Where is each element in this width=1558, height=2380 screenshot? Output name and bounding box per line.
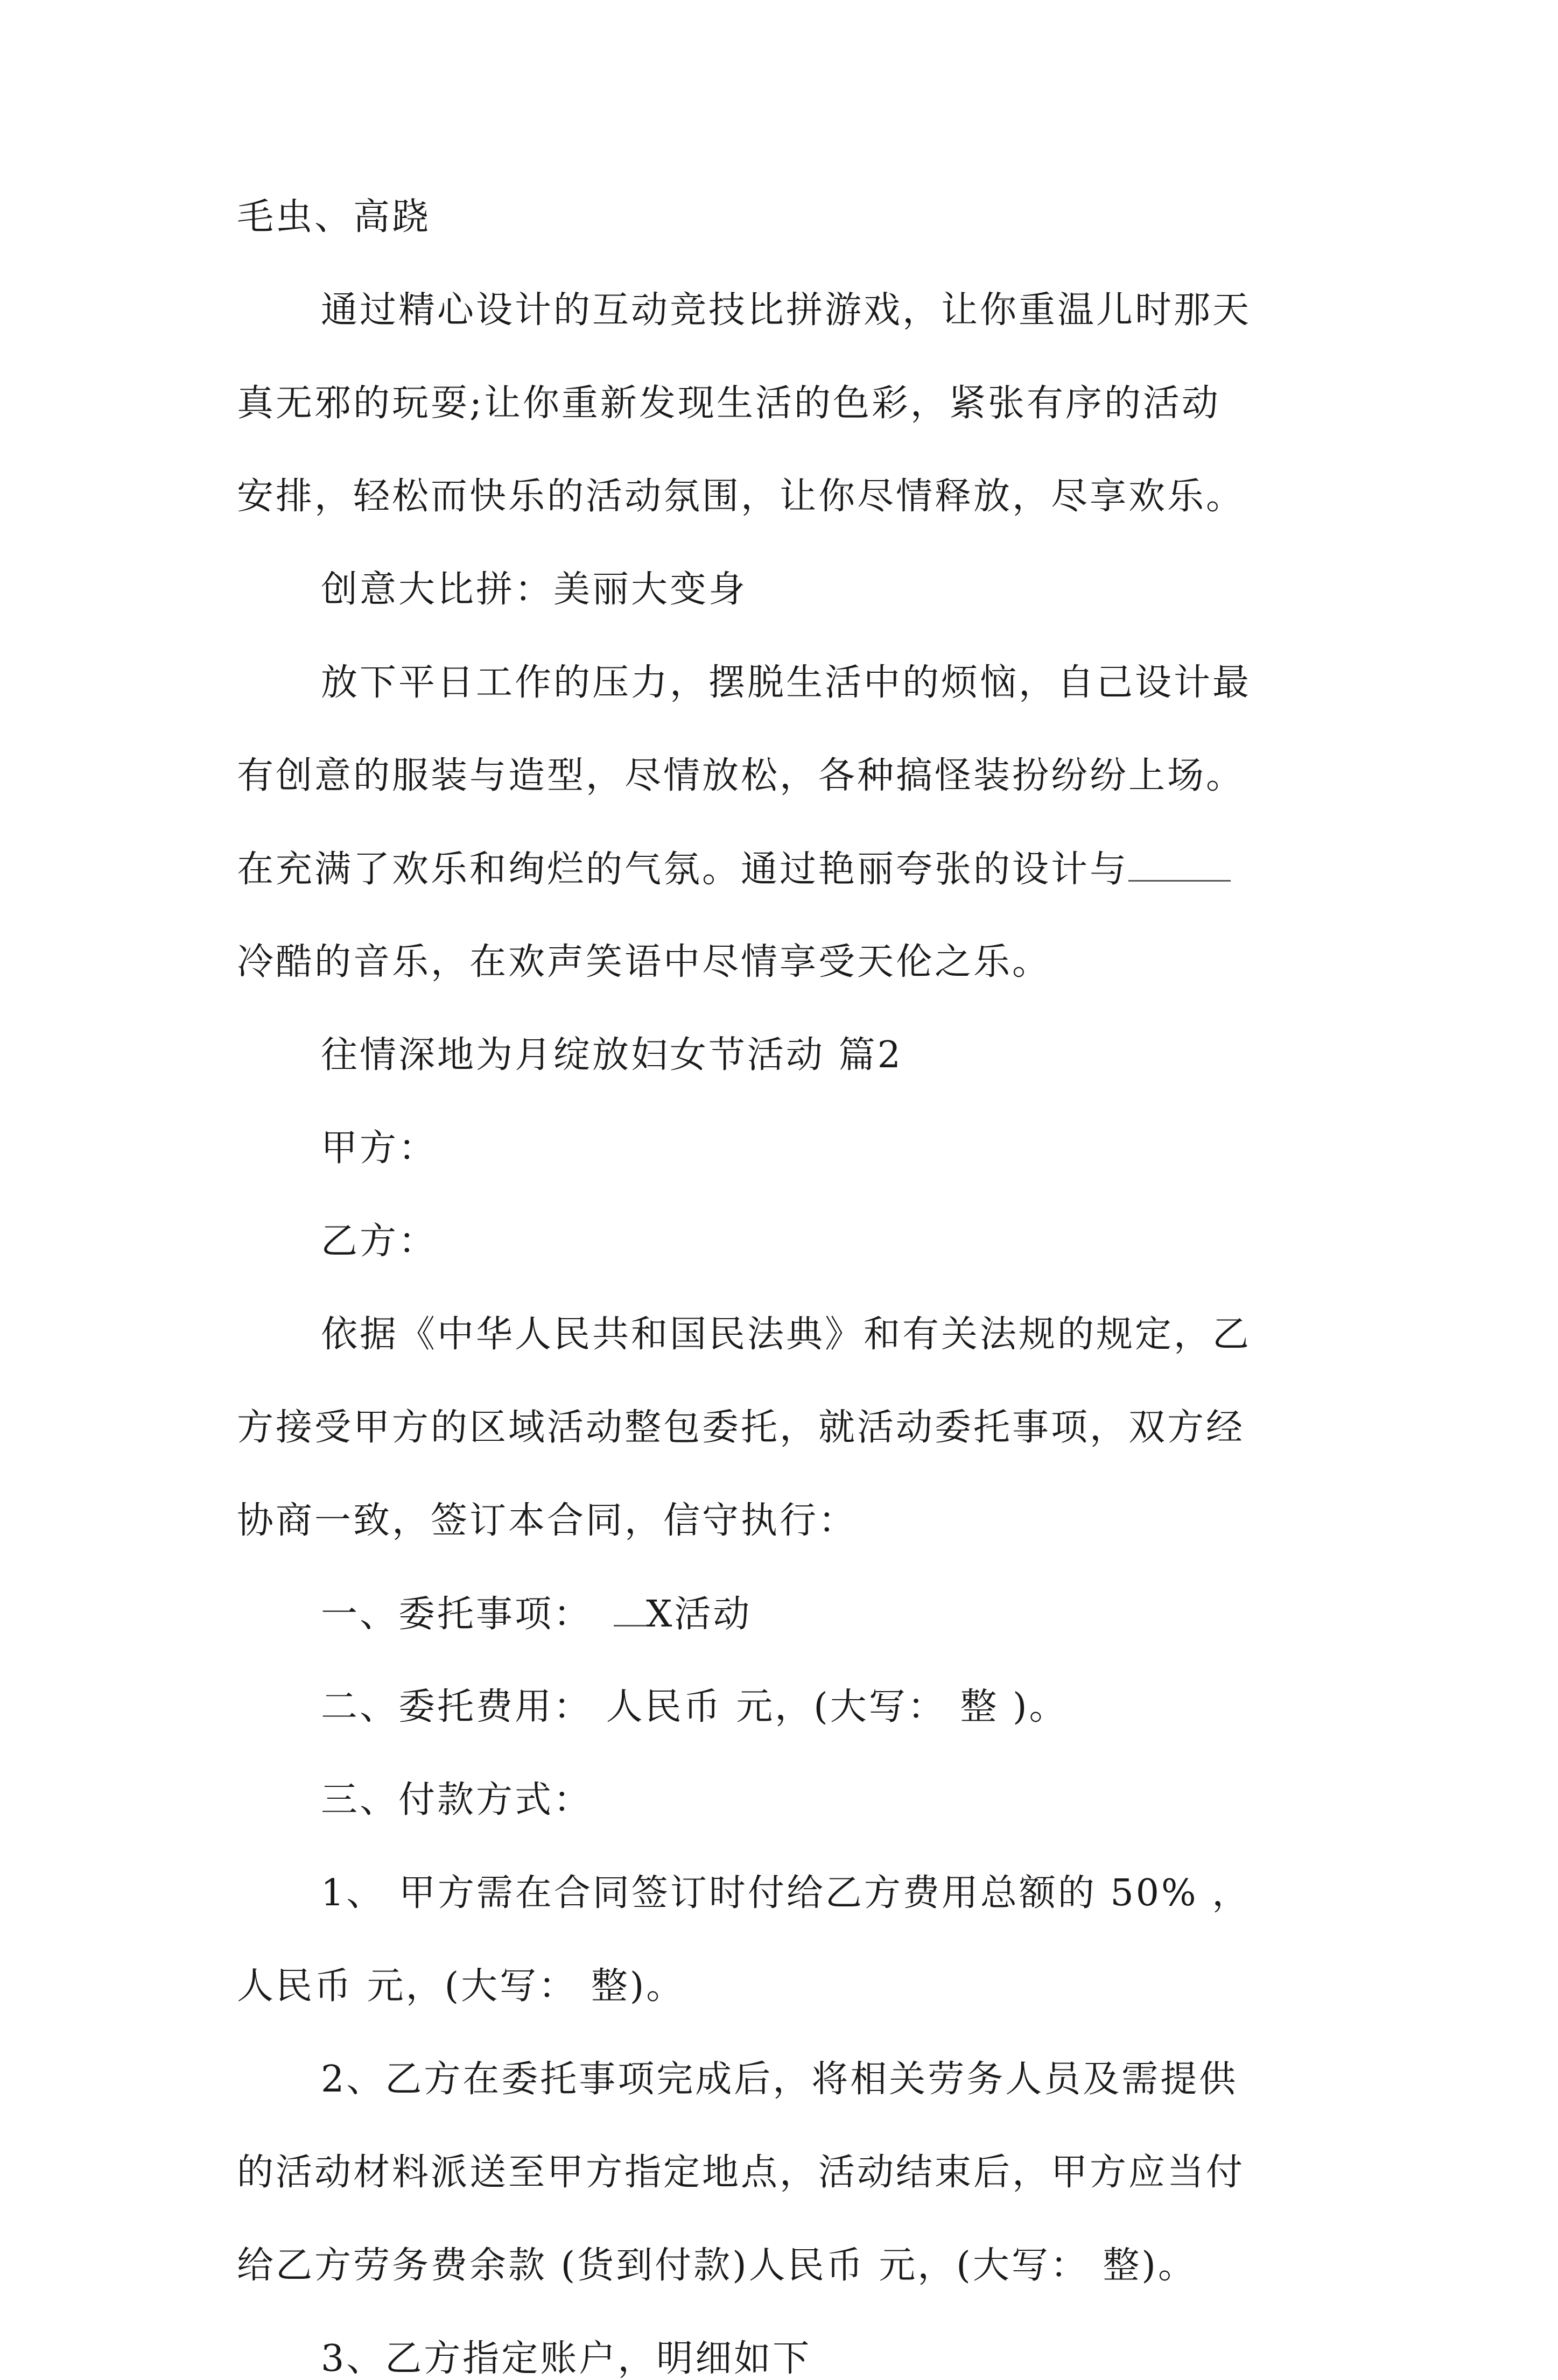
section-heading: 往情深地为月绽放妇女节活动 篇2 — [321, 1034, 903, 1076]
text-segment: X活动 — [646, 1593, 752, 1636]
paragraph-first-line: 放下平日工作的压力，摆脱生活中的烦恼，自己设计最 — [321, 661, 1252, 704]
text-line: 有创意的服装与造型，尽情放松，各种搞怪装扮纷纷上场。 — [237, 755, 1245, 797]
text-line: 冷酷的音乐，在欢声笑语中尽情享受天伦之乐。 — [237, 941, 1051, 983]
text-line: 协商一致，签订本合同，信守执行： — [237, 1499, 858, 1542]
party-b-label: 乙方： — [321, 1220, 438, 1263]
fill-in-blank — [1128, 851, 1231, 882]
text-line: 安排，轻松而快乐的活动氛围，让你尽情释放，尽享欢乐。 — [237, 475, 1245, 518]
text-segment: 一、委托事项： — [321, 1593, 593, 1636]
text-line: 毛虫、高跷 — [237, 196, 431, 238]
text-line: 方接受甲方的区域活动整包委托，就活动委托事项，双方经 — [237, 1406, 1245, 1449]
payment-clause-1: 1、 甲方需在合同签订时付给乙方费用总额的 50% ， — [321, 1872, 1251, 1914]
section-heading: 创意大比拼：美丽大变身 — [321, 568, 748, 611]
text-line: 给乙方劳务费余款 (货到付款)人民币 元，(大写： 整)。 — [237, 2244, 1197, 2287]
text-line: 人民币 元，(大写： 整)。 — [237, 1965, 685, 2008]
document-body — [237, 196, 1330, 2380]
contract-item-3: 三、付款方式： — [321, 1779, 593, 1821]
text-segment: 在充满了欢乐和绚烂的气氛。通过艳丽夸张的设计与 — [237, 848, 1129, 891]
contract-item-2: 二、委托费用： 人民币 元，(大写： 整 )。 — [321, 1686, 1068, 1728]
paragraph-first-line: 依据《中华人民共和国民法典》和有关法规的规定，乙 — [321, 1313, 1252, 1356]
fill-in-blank — [614, 1596, 646, 1626]
text-line: 真无邪的玩耍;让你重新发现生活的色彩，紧张有序的活动 — [237, 382, 1220, 425]
payment-clause-3: 3、乙方指定账户，明细如下 — [321, 2337, 812, 2380]
text-line — [237, 848, 1330, 891]
contract-item-1 — [237, 1593, 1330, 1636]
paragraph-first-line: 通过精心设计的互动竞技比拼游戏，让你重温儿时那天 — [321, 289, 1252, 332]
text-line: 的活动材料派送至甲方指定地点，活动结束后，甲方应当付 — [237, 2151, 1245, 2194]
party-a-label: 甲方： — [321, 1127, 438, 1170]
payment-clause-2: 2、乙方在委托事项完成后，将相关劳务人员及需提供 — [321, 2058, 1238, 2101]
